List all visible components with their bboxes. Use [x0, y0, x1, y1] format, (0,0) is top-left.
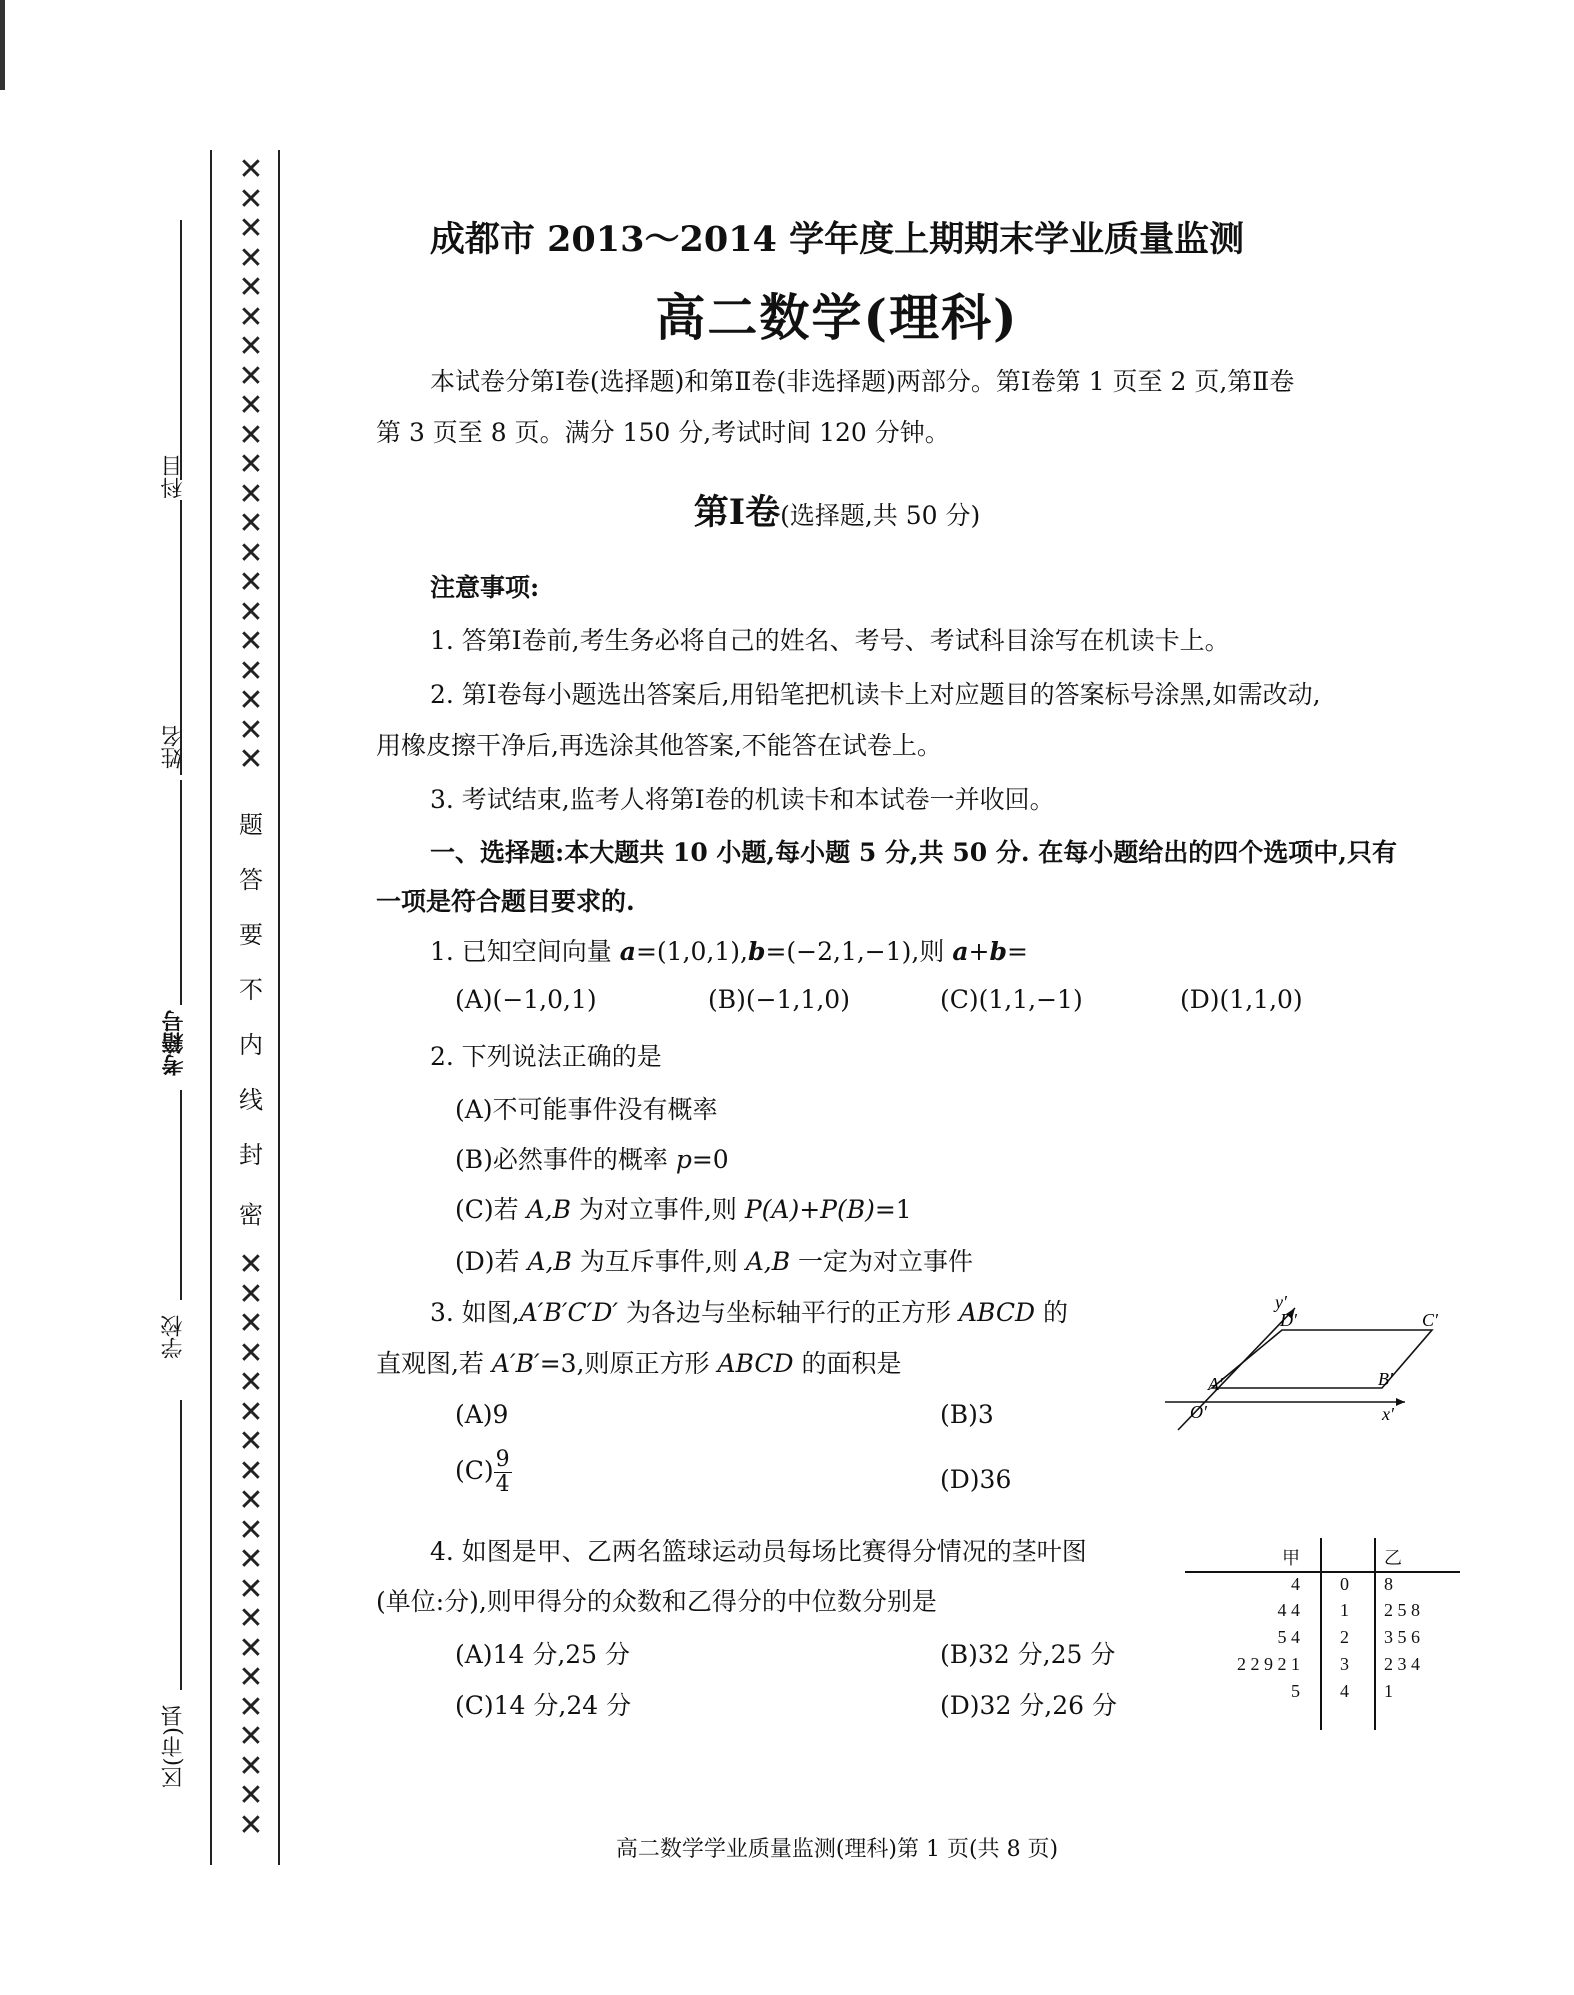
section-title-main: 第Ⅰ卷 [693, 492, 781, 533]
label-a: A′ [1208, 1374, 1223, 1394]
stem-leaf-left-leaves: 5 [1291, 1681, 1300, 1701]
seal-char: 内 [239, 1031, 263, 1059]
school-field-line [180, 1090, 182, 1300]
x-marks-lower: ✕ ✕ ✕ ✕ ✕ ✕ ✕ ✕ ✕ ✕ ✕ ✕ ✕ ✕ ✕ ✕ ✕ ✕ ✕ ✕ [238, 1247, 264, 1843]
q1-option-b: (B)(−1,1,0) [708, 985, 850, 1014]
district-field-line [180, 1400, 182, 1690]
intro-line-1: 本试卷分第Ⅰ卷(选择题)和第Ⅱ卷(非选择题)两部分。第Ⅰ卷第 1 页至 2 页,第Ⅱ卷 [430, 367, 1295, 396]
section-title-note: (选择题,共 50 分) [780, 501, 981, 530]
exam-no-label: 考籍号 [161, 1010, 187, 1076]
stem-leaf-right-leaves: 2 5 8 [1384, 1600, 1420, 1620]
stem-leaf-left-leaves: 2 2 9 2 1 [1237, 1654, 1300, 1674]
q4-stem-line-2: (单位:分),则甲得分的众数和乙得分的中位数分别是 [376, 1587, 937, 1616]
q2-option-c: (C)若 A,B 为对立事件,则 P(A)+P(B)=1 [455, 1195, 912, 1224]
q2-stem: 2. 下列说法正确的是 [430, 1042, 662, 1071]
q4-option-d: (D)32 分,26 分 [940, 1691, 1118, 1720]
stem-leaf-right-leaves: 2 3 4 [1384, 1654, 1420, 1674]
part1-line-2: 一项是符合题目要求的. [376, 887, 635, 916]
stem-leaf-left-leaves: 5 4 [1277, 1627, 1300, 1647]
q3-option-b: (B)3 [940, 1400, 994, 1429]
binding-line-inner [278, 150, 280, 1865]
stem-leaf-vline-left [1320, 1538, 1322, 1730]
stem-leaf-stem: 3 [1340, 1654, 1349, 1674]
q3-figure [1160, 1290, 1460, 1440]
stem-leaf-left-leaves: 4 4 [1277, 1600, 1300, 1620]
stem-leaf-left-header: 甲 [1282, 1548, 1300, 1568]
q3-option-d: (D)36 [940, 1465, 1012, 1494]
label-c: C′ [1422, 1310, 1438, 1330]
stem-leaf-stem: 4 [1340, 1681, 1349, 1701]
part1-line-1: 一、选择题:本大题共 10 小题,每小题 5 分,共 50 分. 在每小题给出的四个选项中,只有 [430, 838, 1397, 867]
q3-stem-line-2: 直观图,若 A′B′=3,则原正方形 ABCD 的面积是 [376, 1349, 902, 1378]
x-axis-arrow [1396, 1398, 1405, 1406]
q1-option-c: (C)(1,1,−1) [940, 985, 1083, 1014]
q3-option-c: (C) $\frac{9}{4}$ [455, 1447, 510, 1497]
q4-stem-line-1: 4. 如图是甲、乙两名篮球运动员每场比赛得分情况的茎叶图 [430, 1537, 1087, 1566]
stem-leaf-stem: 1 [1340, 1600, 1349, 1620]
q2-option-a: (A)不可能事件没有概率 [455, 1095, 718, 1124]
seal-char: 封 [239, 1141, 263, 1169]
page-edge-mark [0, 0, 5, 90]
q3-stem-line-1: 3. 如图,A′B′C′D′ 为各边与坐标轴平行的正方形 ABCD 的 [430, 1298, 1068, 1327]
subject-label: 科目 [161, 455, 186, 499]
stem-leaf-right-header: 乙 [1384, 1548, 1402, 1568]
q4-option-c: (C)14 分,24 分 [455, 1691, 632, 1720]
q3-option-a: (A)9 [455, 1400, 509, 1429]
seal-char: 要 [239, 921, 263, 949]
notice-item-2-line-2: 用橡皮擦干净后,再选涂其他答案,不能答在试卷上。 [376, 731, 942, 760]
stem-leaf-left-leaves: 4 [1291, 1574, 1300, 1594]
label-o: O′ [1190, 1402, 1207, 1422]
label-d: D′ [1280, 1310, 1297, 1330]
stem-leaf-vline-right [1374, 1538, 1376, 1730]
seal-char: 密 [239, 1201, 263, 1229]
q1-option-a: (A)(−1,0,1) [455, 985, 597, 1014]
name-label: 姓名 [161, 725, 186, 769]
stem-leaf-stem: 0 [1340, 1574, 1349, 1594]
stem-leaf-right-leaves: 8 [1384, 1574, 1393, 1594]
label-b: B′ [1378, 1369, 1393, 1389]
stem-leaf-right-leaves: 3 5 6 [1384, 1627, 1420, 1647]
q4-option-b: (B)32 分,25 分 [940, 1640, 1116, 1669]
school-label: 学校 [161, 1315, 186, 1359]
label-x: x′ [1382, 1404, 1394, 1424]
q1-option-d: (D)(1,1,0) [1180, 985, 1303, 1014]
notice-item-2-line-1: 2. 第Ⅰ卷每小题选出答案后,用铅笔把机读卡上对应题目的答案标号涂黑,如需改动, [430, 680, 1321, 709]
binding-line-outer [210, 150, 212, 1865]
q4-option-a: (A)14 分,25 分 [455, 1640, 631, 1669]
section-title [0, 485, 1574, 535]
q1-stem: 1. 已知空间向量 a=(1,0,1),b=(−2,1,−1),则 a+b= [430, 937, 1028, 966]
seal-char: 答 [239, 866, 263, 894]
intro-line-2: 第 3 页至 8 页。满分 150 分,考试时间 120 分钟。 [376, 418, 950, 447]
exam-subtitle: 高二数学(理科) [655, 288, 1019, 347]
notice-item-3: 3. 考试结束,监考人将第Ⅰ卷的机读卡和本试卷一并收回。 [430, 785, 1055, 814]
label-y: y′ [1275, 1292, 1287, 1312]
stem-leaf-hline [1185, 1571, 1460, 1573]
seal-char: 线 [239, 1086, 263, 1114]
notice-heading: 注意事项: [430, 573, 540, 602]
x-marks-upper: ✕ ✕ ✕ ✕ ✕ ✕ ✕ ✕ ✕ ✕ ✕ ✕ ✕ ✕ ✕ ✕ ✕ ✕ ✕ ✕ ✕ [238, 152, 264, 777]
exam-no-field-line [180, 780, 182, 1005]
q2-option-d: (D)若 A,B 为互斥事件,则 A,B 一定为对立事件 [455, 1247, 974, 1276]
seal-char: 题 [239, 811, 263, 839]
notice-item-1: 1. 答第Ⅰ卷前,考生务必将自己的姓名、考号、考试科目涂写在机读卡上。 [430, 626, 1230, 655]
exam-title: 成都市 2013～2014 学年度上期期末学业质量监测 [429, 219, 1245, 260]
page-footer: 高二数学学业质量监测(理科)第 1 页(共 8 页) [615, 1837, 1059, 1862]
seal-char: 不 [239, 976, 263, 1004]
stem-leaf-stem: 2 [1340, 1627, 1349, 1647]
q2-option-b: (B)必然事件的概率 p=0 [455, 1145, 729, 1174]
district-label: 区(市)县 [161, 1705, 186, 1789]
stem-leaf-right-leaves: 1 [1384, 1681, 1393, 1701]
